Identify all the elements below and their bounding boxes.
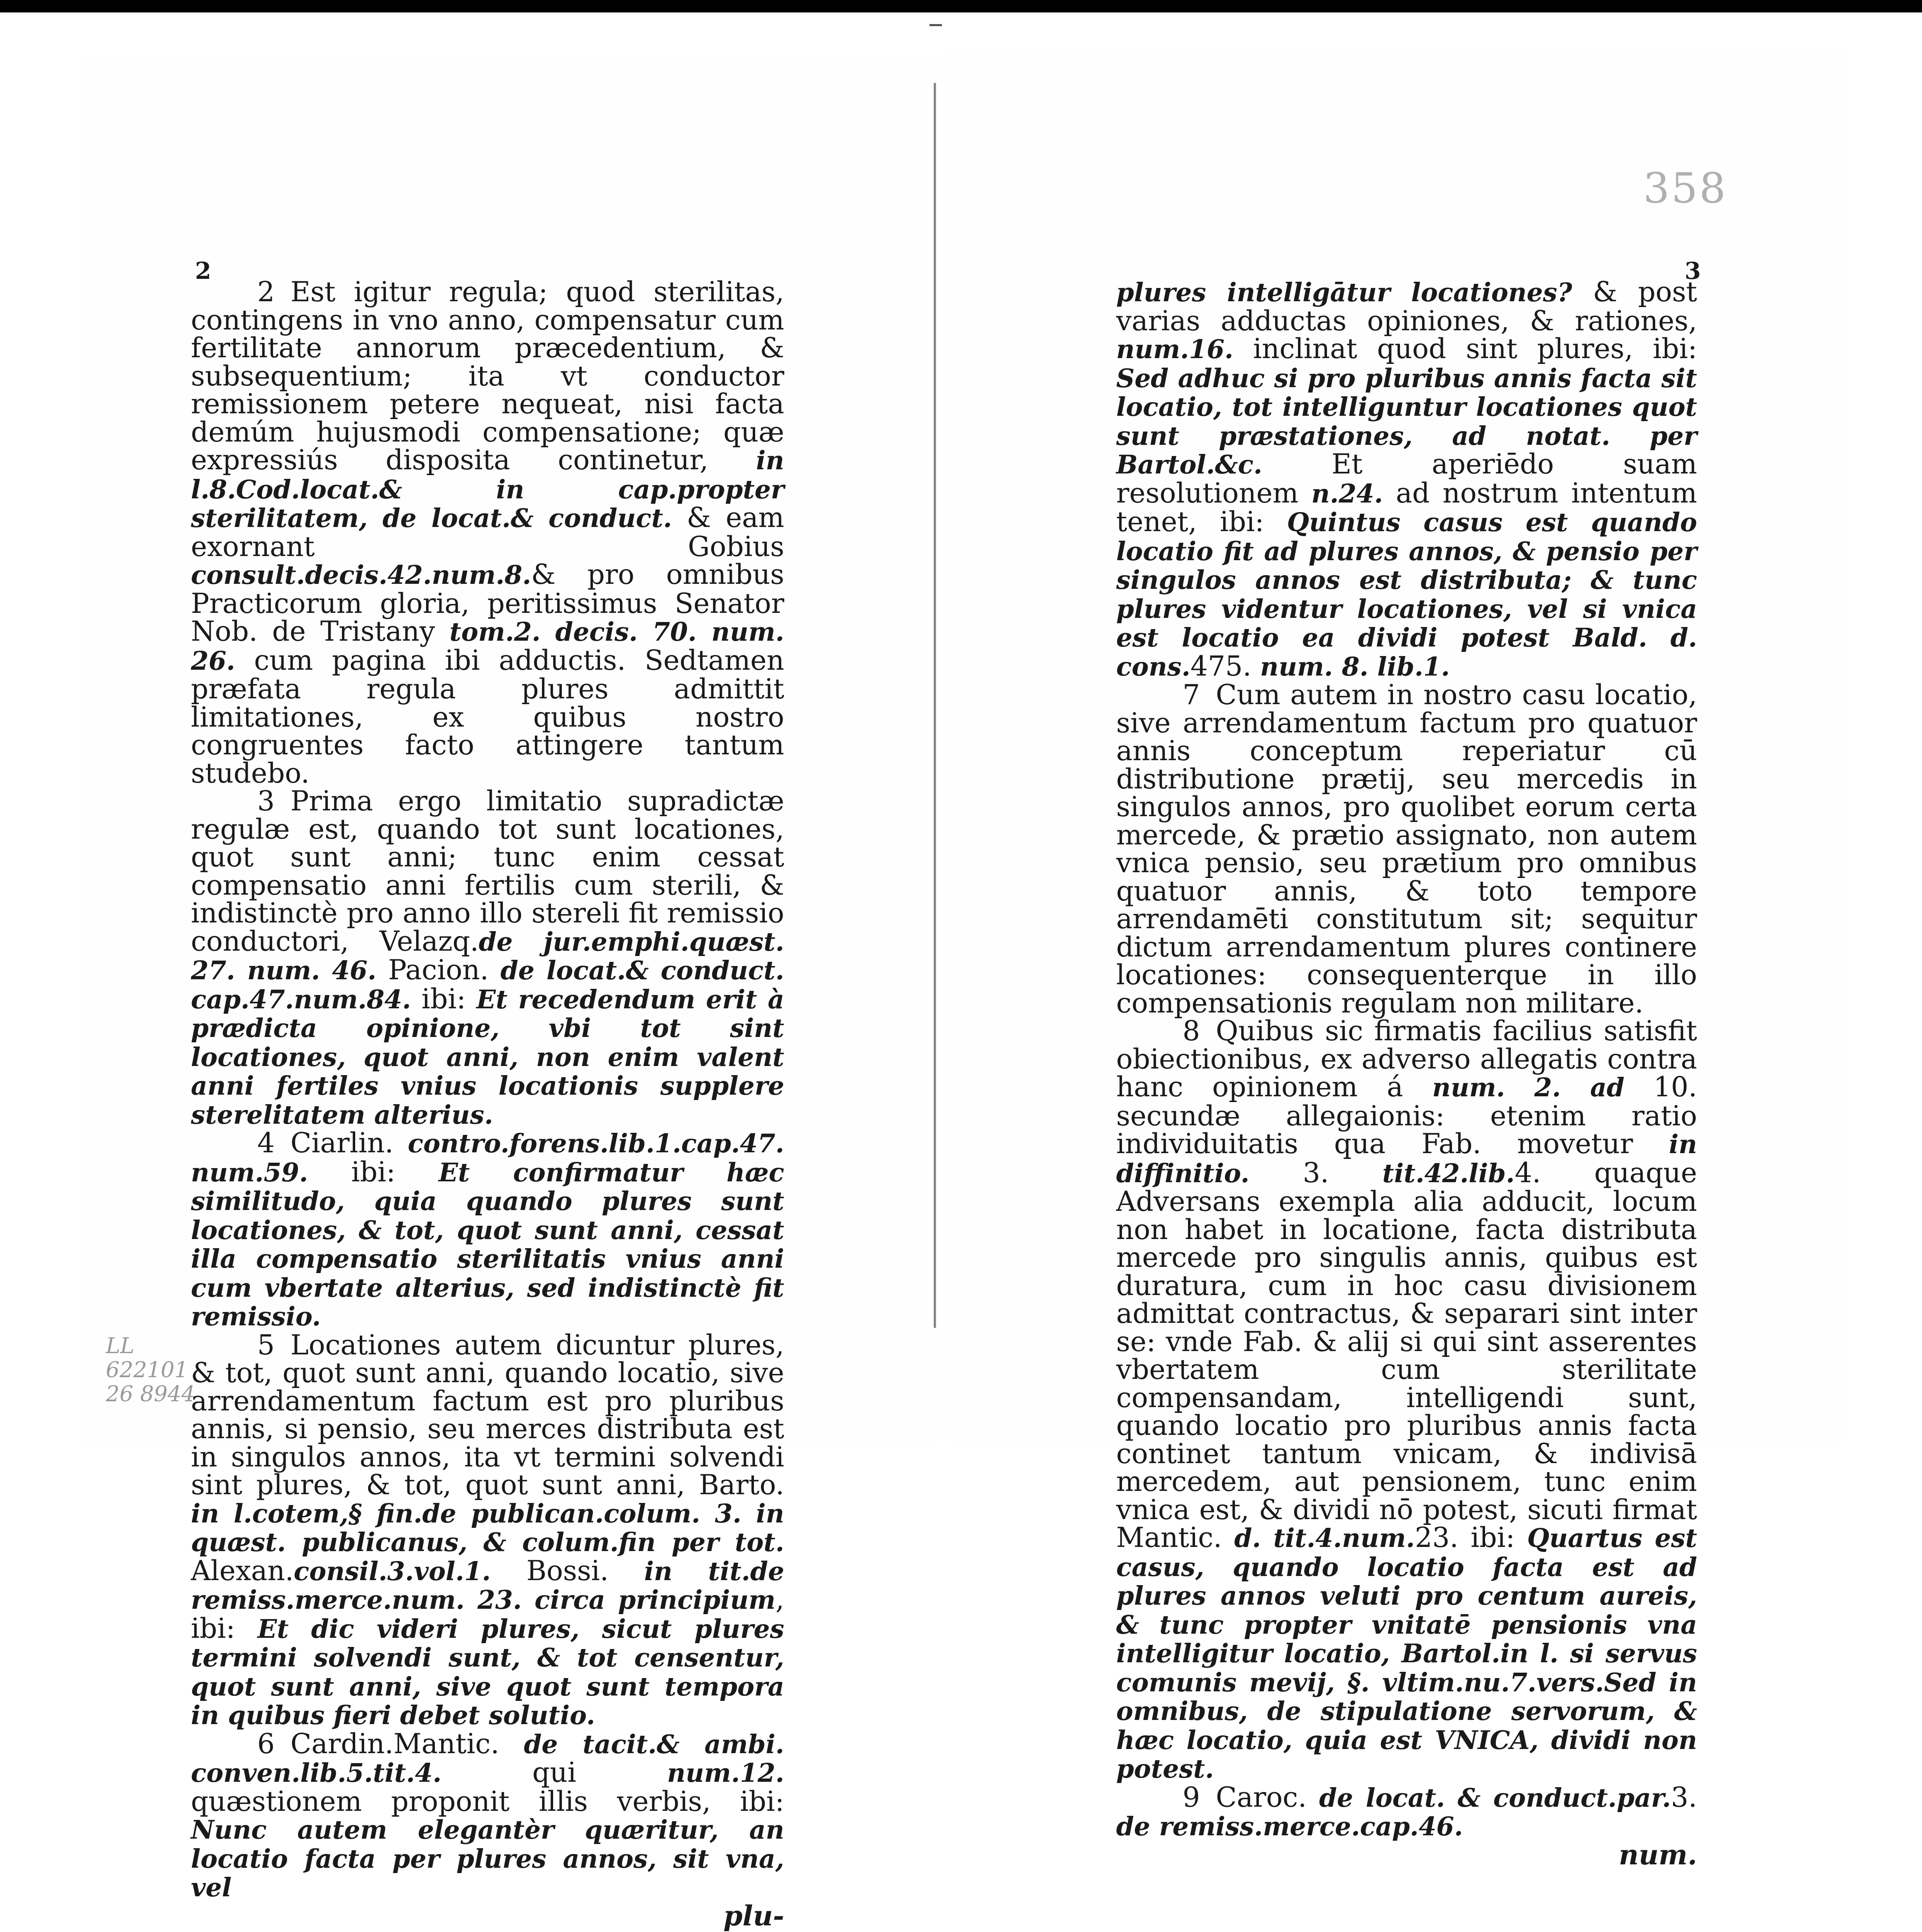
paragraph: 4 Ciarlin. contro.forens.lib.1.cap.47. num.59. ibi: Et confirmatur hæc similitudo, quia quando plures sunt locationes, & tot, quot sunt anni, cessat illa compensatio sterilitatis vnius anni cum vbertate alterius, sed indistinctè fit remissio. — [191, 1127, 784, 1332]
paragraph: 3 Prima ergo limitatio supradictæ regulæ est, quando tot sunt locationes, quot sunt anni; tunc enim cessat compensatio anni fertilis cum sterili, & indistinctè pro anno illo stereli fit remissio conductori, Velazq.de jur.emphi.quæst. 27. num. 46. Pacion. de locat.& conduct. cap.47.num.84. ibi: Et recedendum erit à prædicta opinione, vbi tot sint locationes, quot anni, non enim valent anni fertiles vnius locationis supplere sterelitatem alterius. — [191, 785, 784, 1130]
paragraph: 6 Cardin.Mantic. de tacit.& ambi. conven.lib.5.tit.4. qui num.12. quæstionem proponit illis verbis, ibi: Nunc autem elegantèr quæritur, an locatio facta per plures annos, sit vna, vel — [191, 1727, 785, 1903]
handwritten-folio-number: 358 — [1643, 164, 1727, 212]
right-page-text — [1116, 278, 1697, 1869]
library-stamp-line: 26 8944 — [106, 1382, 195, 1407]
paragraph-number: 8 — [1183, 1015, 1200, 1047]
catchword: plu- — [723, 1899, 784, 1932]
book-gutter — [934, 83, 936, 1328]
right-page-number: 3 — [1685, 257, 1701, 285]
library-stamp — [106, 1334, 195, 1406]
library-stamp-line: LL — [106, 1334, 135, 1359]
scan-top-border — [0, 0, 1922, 12]
library-stamp-line: 622101 — [106, 1358, 188, 1383]
paragraph-number: 6 — [257, 1727, 275, 1760]
paragraph: 8 Quibus sic firmatis facilius satisfit obiectionibus, ex adverso allegatis contra hanc opinionem á num. 2. ad 10. secundæ allegaionis: etenim ratio individuitatis qua Fab. movetur in diffinitio. 3. tit.42.lib.4. quaque Adversans exempla alia adducit, locum non habet in locatione, facta distributa mercede pro singulis annis, quibus est duratura, cum in hoc casu divisionem admittat contractus, & separari sint inter se: vnde Fab. & alij si qui sint asserentes vbertatem cum sterilitate compensandam, intelligendi sunt, quando locatio pro pluribus annis facta continet tantum vnicam, & indivisā mercedem, aut pensionem, tunc enim vnica est, & dividi nō potest, sicuti firmat Mantic. d. tit.4.num.23. ibi: Quartus est casus, quando locatio facta est ad plures annos veluti pro centum aureis, & tunc propter vnitatē pensionis vna intelligitur locatio, Bartol.in l. si servus comunis mevij, §. vltim.nu.7.vers.Sed in omnibus, de stipulatione servorum, & hæc locatio, quia est VNICA, dividi non potest. — [1116, 1015, 1697, 1784]
paragraph-number: 7 — [1183, 679, 1200, 711]
paragraph-number: 3 — [257, 785, 275, 817]
left-page-text — [191, 278, 784, 1930]
paragraph-number: 2 — [257, 276, 275, 308]
paragraph: 5 Locationes autem dicuntur plures, & tot, quot sunt anni, quando locatio, sive arrendamentum factum est pro pluribus annis, si pensio, seu merces distributa est in singulos annos, ita vt termini solvendi sint plures, & tot, quot sunt anni, Barto. in l.cotem,§ fin.de publican.colum. 3. in quæst. publicanus, & colum.fin per tot. Alexan.consil.3.vol.1. Bossi. in tit.de remiss.merce.num. 23. circa principium, ibi: Et dic videri plures, sicut plures termini solvendi sunt, & tot censentur, quot sunt anni, sive quot sunt tempora in quibus fieri debet solutio. — [191, 1329, 785, 1730]
paragraph: plures intelligātur locationes? & post varias adductas opiniones, & rationes, num.16. inclinat quod sint plures, ibi: Sed adhuc si pro pluribus annis facta sit locatio, tot intelliguntur locationes quot sunt præstationes, ad notat. per Bartol.&c. Et aperiēdo suam resolutionem n.24. ad nostrum intentum tenet, ibi: Quintus casus est quando locatio fit ad plures annos, & pensio per singulos annos est distributa; & tunc plures videntur locationes, vel si vnica est locatio ea dividi potest Bald. d. cons.475. num. 8. lib.1. — [1116, 276, 1697, 682]
paragraph: 2 Est igitur regula; quod sterilitas, contingens in vno anno, compensatur cum fertilitate annorum præcedentium, & subsequentium; ita vt conductor remissionem petere nequeat, nisi facta demúm hujusmodi compensatione; quæ expressiús disposita continetur, in l.8.Cod.locat.& in cap.propter sterilitatem, de locat.& conduct. & eam exornant Gobius consult.decis.42.num.8.& pro omnibus Practicorum gloria, peritissimus Senator Nob. de Tristany tom.2. decis. 70. num. 26. cum pagina ibi adductis. Sedtamen præfata regula plures admittit limitationes, ex quibus nostro congruentes facto attingere tantum studebo. — [191, 276, 785, 789]
left-page-number: 2 — [195, 257, 211, 285]
scan-mark — [929, 24, 942, 26]
paragraph-number: 5 — [257, 1329, 275, 1361]
paragraph-number: 4 — [257, 1127, 275, 1159]
paragraph: 7 Cum autem in nostro casu locatio, sive arrendamentum factum pro quatuor annis conceptum reperiatur cū distributione prætij, seu mercedis in singulos annos, pro quolibet eorum certa mercede, & prætio assignato, non autem vnica pensio, seu prætium pro omnibus quatuor annis, & toto tempore arrendamēti constitutum sit; sequitur dictum arrendamentum plures continere locationes: consequenterque in illo compensationis regulam non militare. — [1116, 679, 1697, 1019]
catchword: num. — [1619, 1838, 1697, 1871]
paragraph: 9 Caroc. de locat. & conduct.par.3. de remiss.merce.cap.46. — [1116, 1781, 1697, 1842]
paragraph-number: 9 — [1183, 1781, 1200, 1813]
